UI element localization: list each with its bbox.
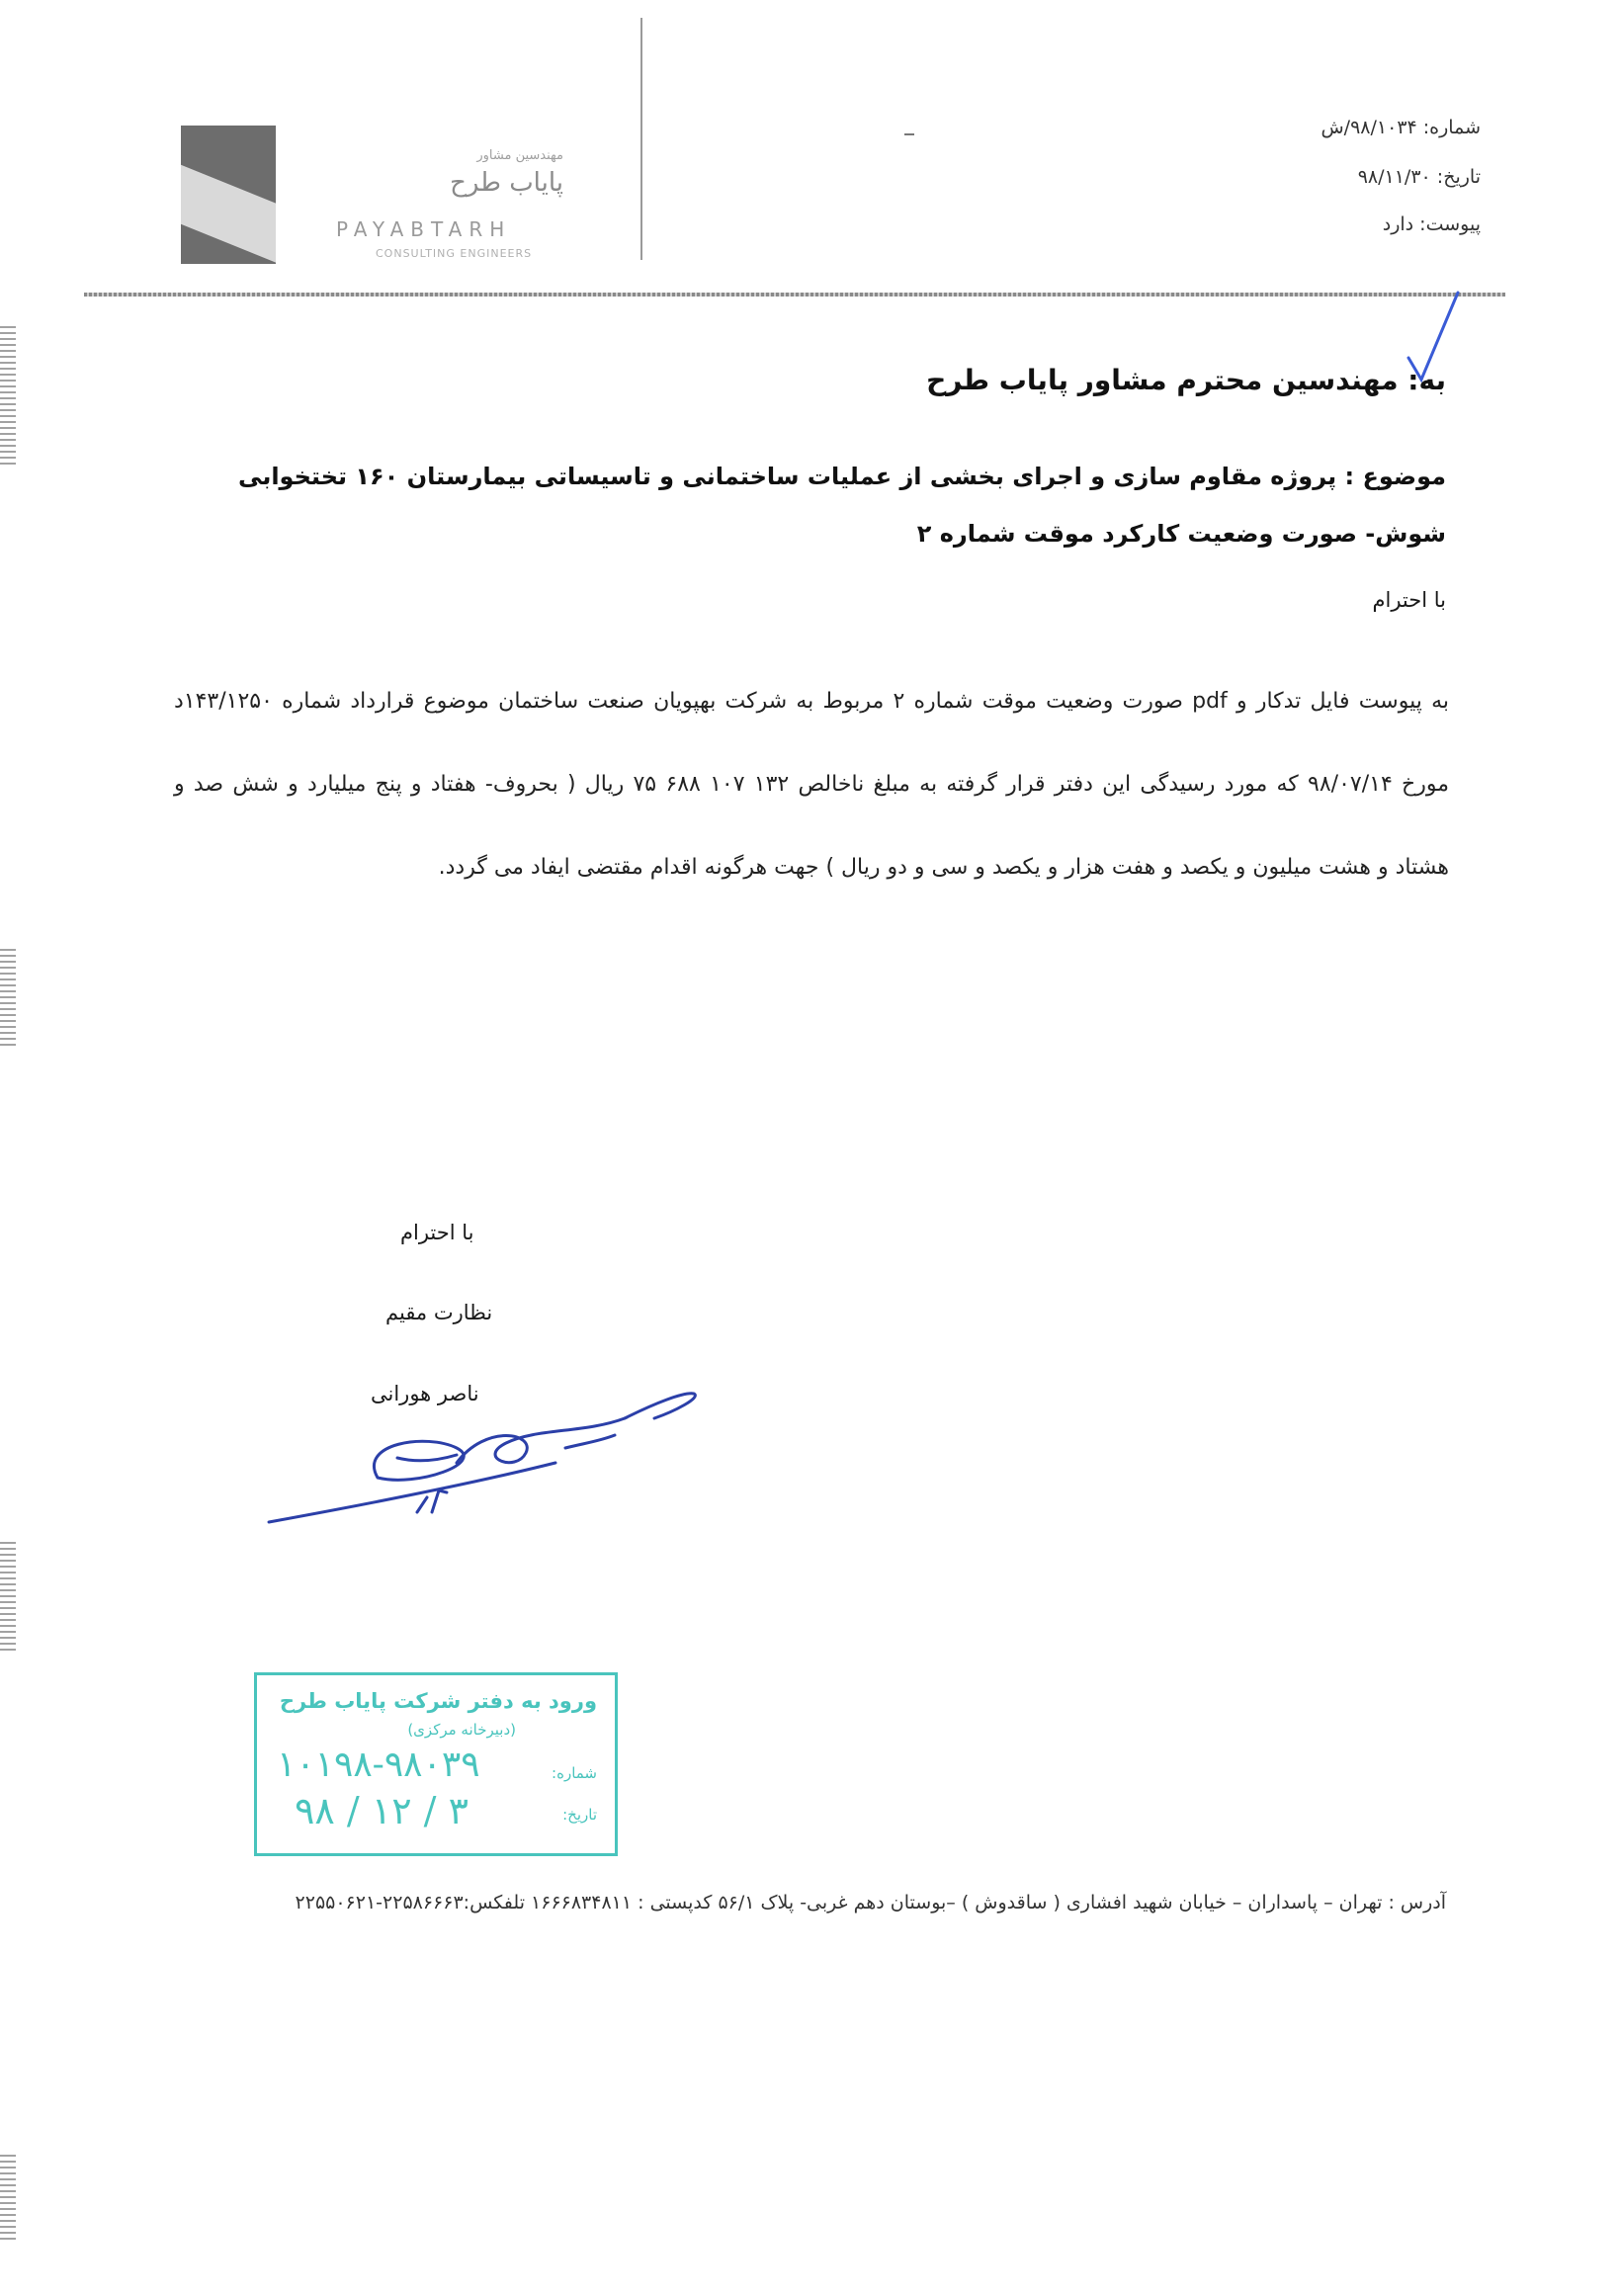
subject: موضوع : پروژه مقاوم سازی و اجرای بخشی از عملیات ساختمانی و تاسیساتی بیمارستان ۱۶۰ تختخوابی شوش- صورت وضعیت کارکرد موقت شماره ۲ — [238, 463, 1446, 548]
recipient: به: مهندسین محترم مشاور پایاب طرح — [926, 364, 1446, 396]
letter-attachment: پیوست: دارد — [1382, 213, 1481, 235]
stamp-number-label: شماره: — [552, 1764, 597, 1782]
stamp-subtitle: (دبیرخانه مرکزی) — [407, 1721, 516, 1739]
scan-artifact — [0, 2155, 16, 2244]
signer-name: ناصر هورانی — [371, 1382, 479, 1405]
body-paragraph: به پیوست فایل تدکار و pdf صورت وضعیت موقت شماره ۲ مربوط به شرکت بهپویان صنعت ساختمان موضوع قرارداد شماره ۱۴۳/۱۲۵۰د مورخ ۹۸/۰۷/۱۴ که مورد رسیدگی این دفتر قرار گرفته به مبلغ ناخالص ۱۳۲ ۱۰۷ ۶۸۸ ۷۵ ریال ( بحروف- هفتاد و پنج میلیارد و شش صد و هشتاد و هشت میلیون و یکصد و هفت هزار و یکصد و سی و دو ریال ) جهت هرگونه اقدام مقتضی ایفاد می گردد. — [174, 689, 1449, 880]
received-stamp — [254, 1672, 618, 1856]
handwritten-signature — [259, 1364, 714, 1542]
scan-artifact — [0, 1542, 16, 1651]
stamp-number-value: ۱۰۱۹۸-۹۸۰۳۹ — [277, 1744, 480, 1785]
letter-date: تاریخ: ۹۸/۱۱/۳۰ — [1357, 166, 1481, 188]
header-mark — [904, 133, 914, 135]
logo-name-fa: پایاب طرح — [450, 168, 563, 198]
logo-subtitle-fa: مهندسین مشاور — [476, 148, 563, 163]
stamp-date-label: تاریخ: — [562, 1806, 597, 1824]
letter-number: شماره: ۹۸/۱۰۳۴/ش — [1321, 117, 1481, 138]
header-divider — [640, 18, 642, 260]
footer-address: آدرس : تهران – پاسداران – خیابان شهید افشاری ( ساقدوش ) –بوستان دهم غربی- پلاک ۵۶/۱ کدپستی : ۱۶۶۶۸۳۴۸۱۱ تلفکس:۲۲۵۸۶۶۶۳-۲۲۵۵۰۶۲۱ — [295, 1892, 1446, 1913]
stamp-date-value: ۹۸ / ۱۲ / ۳ — [295, 1789, 469, 1832]
closing: با احترام — [400, 1221, 474, 1244]
header-rule — [84, 293, 1505, 297]
signer-title: نظارت مقیم — [385, 1301, 493, 1324]
logo-name-en: PAYABTARH — [336, 217, 512, 241]
company-logo — [181, 126, 276, 264]
greeting: با احترام — [1372, 588, 1446, 612]
scan-artifact — [0, 326, 16, 465]
scan-artifact — [0, 949, 16, 1048]
stamp-title: ورود به دفتر شرکت پایاب طرح — [279, 1689, 597, 1713]
logo-tagline: CONSULTING ENGINEERS — [376, 247, 533, 260]
